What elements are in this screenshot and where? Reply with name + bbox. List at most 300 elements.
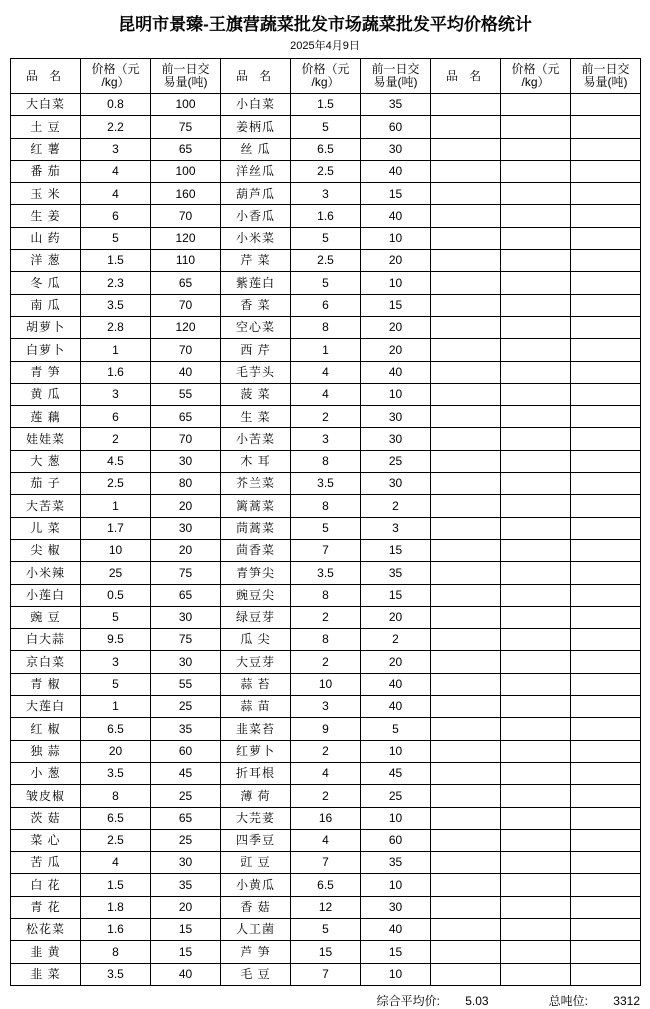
- cell-volume: [571, 963, 641, 985]
- cell-price: [501, 762, 571, 784]
- cell-name: 菠 菜: [221, 383, 291, 405]
- cell-price: 2: [81, 428, 151, 450]
- cell-name: 冬 瓜: [11, 272, 81, 294]
- page-date: 2025年4月9日: [290, 40, 360, 52]
- cell-name: [431, 963, 501, 985]
- cell-name: 折耳根: [221, 762, 291, 784]
- cell-volume: [571, 428, 641, 450]
- cell-name: 小苦菜: [221, 428, 291, 450]
- cell-name: 茨 菇: [11, 807, 81, 829]
- cell-name: 韭菜苔: [221, 718, 291, 740]
- cell-volume: 10: [361, 227, 431, 249]
- cell-volume: 35: [361, 852, 431, 874]
- cell-volume: 65: [151, 272, 221, 294]
- table-row: [11, 606, 641, 628]
- cell-volume: [571, 539, 641, 561]
- cell-price: 8: [291, 584, 361, 606]
- cell-volume: 75: [151, 629, 221, 651]
- cell-price: [501, 160, 571, 182]
- cell-name: 绿豆芽: [221, 606, 291, 628]
- table-row: [11, 762, 641, 784]
- cell-price: [501, 406, 571, 428]
- cell-price: 8: [291, 495, 361, 517]
- cell-volume: [571, 383, 641, 405]
- cell-price: 2.5: [81, 473, 151, 495]
- cell-price: [501, 584, 571, 606]
- cell-price: 1: [291, 339, 361, 361]
- cell-name: [431, 383, 501, 405]
- cell-price: 1.5: [81, 874, 151, 896]
- cell-name: 京白菜: [11, 651, 81, 673]
- cell-price: 5: [81, 227, 151, 249]
- cell-name: [431, 696, 501, 718]
- table-row: [11, 250, 641, 272]
- cell-volume: 70: [151, 205, 221, 227]
- table-row: [11, 829, 641, 851]
- table-row: [11, 584, 641, 606]
- table-row: [11, 428, 641, 450]
- cell-price: 6: [81, 205, 151, 227]
- cell-price: 9.5: [81, 629, 151, 651]
- cell-price: 4: [291, 383, 361, 405]
- cell-name: 青 花: [11, 896, 81, 918]
- table-row: [11, 138, 641, 160]
- table-row: [11, 718, 641, 740]
- cell-name: 南 瓜: [11, 294, 81, 316]
- cell-volume: 30: [361, 428, 431, 450]
- cell-price: [501, 562, 571, 584]
- table-row: [11, 874, 641, 896]
- cell-volume: 10: [361, 874, 431, 896]
- cell-name: 生 菜: [221, 406, 291, 428]
- header-price-line1: 价格（元: [91, 62, 140, 77]
- header-volume-line2: 易量(吨): [583, 75, 628, 89]
- cell-price: 2.5: [291, 250, 361, 272]
- cell-price: 4: [291, 829, 361, 851]
- cell-price: [501, 94, 571, 116]
- cell-price: [501, 740, 571, 762]
- cell-name: [431, 807, 501, 829]
- cell-volume: [571, 116, 641, 138]
- cell-volume: [571, 606, 641, 628]
- cell-name: 蒜 苔: [221, 673, 291, 695]
- cell-name: 紫莲白: [221, 272, 291, 294]
- table-row: [11, 205, 641, 227]
- cell-volume: 5: [361, 718, 431, 740]
- table-row: [11, 517, 641, 539]
- table-row: [11, 696, 641, 718]
- table-row: [11, 495, 641, 517]
- cell-name: [431, 941, 501, 963]
- cell-price: 3: [81, 138, 151, 160]
- cell-name: 人工菌: [221, 918, 291, 940]
- cell-name: 白大蒜: [11, 629, 81, 651]
- cell-price: 3.5: [291, 562, 361, 584]
- cell-name: 四季豆: [221, 829, 291, 851]
- cell-volume: 55: [151, 673, 221, 695]
- cell-price: 2.5: [81, 829, 151, 851]
- cell-name: [431, 562, 501, 584]
- cell-price: [501, 428, 571, 450]
- table-row: [11, 227, 641, 249]
- header-price-line1: 价格（元: [301, 62, 350, 77]
- average-price-label: 综合平均价:: [376, 993, 440, 1008]
- cell-price: [501, 272, 571, 294]
- cell-volume: 40: [361, 205, 431, 227]
- cell-price: 5: [291, 116, 361, 138]
- cell-price: 3: [81, 651, 151, 673]
- cell-volume: [571, 918, 641, 940]
- cell-price: 1.5: [81, 250, 151, 272]
- cell-price: 3.5: [81, 963, 151, 985]
- header-price-3: [501, 59, 571, 94]
- cell-name: [431, 205, 501, 227]
- cell-name: 小米辣: [11, 562, 81, 584]
- cell-name: 洋丝瓜: [221, 160, 291, 182]
- cell-price: 20: [81, 740, 151, 762]
- table-row: [11, 406, 641, 428]
- cell-volume: 25: [151, 696, 221, 718]
- cell-name: 豇 豆: [221, 852, 291, 874]
- cell-name: 小白菜: [221, 94, 291, 116]
- cell-name: [431, 250, 501, 272]
- cell-price: 1.7: [81, 517, 151, 539]
- cell-volume: 3: [361, 517, 431, 539]
- cell-volume: [571, 205, 641, 227]
- cell-volume: [571, 896, 641, 918]
- cell-name: 青 椒: [11, 673, 81, 695]
- cell-volume: [571, 94, 641, 116]
- cell-name: 毛芋头: [221, 361, 291, 383]
- table-row: [11, 94, 641, 116]
- header-price-line1: 价格（元: [511, 62, 560, 77]
- cell-price: [501, 205, 571, 227]
- cell-price: 6.5: [81, 807, 151, 829]
- cell-volume: 110: [151, 250, 221, 272]
- cell-name: 苦 瓜: [11, 852, 81, 874]
- cell-price: [501, 941, 571, 963]
- cell-volume: [571, 785, 641, 807]
- cell-price: 6.5: [81, 718, 151, 740]
- cell-volume: [571, 138, 641, 160]
- cell-price: 7: [291, 539, 361, 561]
- cell-name: 红萝卜: [221, 740, 291, 762]
- header-price-1: [81, 59, 151, 94]
- cell-name: [431, 339, 501, 361]
- header-row: [11, 59, 641, 94]
- cell-name: 莲 藕: [11, 406, 81, 428]
- cell-price: 7: [291, 963, 361, 985]
- cell-volume: 20: [361, 339, 431, 361]
- cell-volume: 10: [361, 272, 431, 294]
- cell-volume: 160: [151, 183, 221, 205]
- cell-name: 茴香菜: [221, 539, 291, 561]
- cell-volume: [571, 874, 641, 896]
- cell-price: [501, 250, 571, 272]
- cell-volume: 2: [361, 495, 431, 517]
- cell-name: 木 耳: [221, 450, 291, 472]
- cell-volume: 15: [151, 941, 221, 963]
- table-row: [11, 294, 641, 316]
- cell-name: 大苦菜: [11, 495, 81, 517]
- cell-price: [501, 116, 571, 138]
- cell-price: [501, 227, 571, 249]
- cell-volume: [571, 495, 641, 517]
- cell-volume: 65: [151, 807, 221, 829]
- table-header: [11, 59, 641, 94]
- header-volume-line1: 前一日交: [581, 62, 630, 77]
- cell-price: 1.5: [291, 94, 361, 116]
- cell-name: [431, 428, 501, 450]
- table-row: [11, 361, 641, 383]
- cell-name: 姜柄瓜: [221, 116, 291, 138]
- cell-name: 丝 瓜: [221, 138, 291, 160]
- cell-name: 小莲白: [11, 584, 81, 606]
- cell-volume: [571, 339, 641, 361]
- cell-name: 皱皮椒: [11, 785, 81, 807]
- cell-price: [501, 718, 571, 740]
- cell-name: [431, 495, 501, 517]
- cell-volume: [571, 183, 641, 205]
- cell-volume: 65: [151, 406, 221, 428]
- header-volume-line2: 易量(吨): [373, 75, 418, 89]
- cell-price: 10: [291, 673, 361, 695]
- cell-name: [431, 629, 501, 651]
- cell-name: 香 菇: [221, 896, 291, 918]
- cell-volume: 25: [361, 785, 431, 807]
- cell-volume: [571, 696, 641, 718]
- cell-name: 大豆芽: [221, 651, 291, 673]
- table-row: [11, 941, 641, 963]
- cell-volume: 70: [151, 428, 221, 450]
- table-row: [11, 160, 641, 182]
- cell-price: 5: [81, 673, 151, 695]
- cell-volume: 30: [151, 852, 221, 874]
- cell-volume: [571, 829, 641, 851]
- cell-name: [431, 116, 501, 138]
- cell-price: 3: [291, 428, 361, 450]
- cell-price: 1.8: [81, 896, 151, 918]
- header-volume-line1: 前一日交: [161, 62, 210, 77]
- cell-name: 白萝卜: [11, 339, 81, 361]
- cell-name: 土 豆: [11, 116, 81, 138]
- cell-name: 大 葱: [11, 450, 81, 472]
- cell-price: [501, 383, 571, 405]
- table-footer: [10, 992, 644, 1009]
- cell-name: 芦 笋: [221, 941, 291, 963]
- cell-volume: 60: [151, 740, 221, 762]
- table-body: [11, 94, 641, 986]
- cell-volume: 10: [361, 383, 431, 405]
- cell-price: 6.5: [291, 874, 361, 896]
- cell-volume: [571, 517, 641, 539]
- cell-price: 8: [81, 785, 151, 807]
- cell-name: 独 蒜: [11, 740, 81, 762]
- cell-price: [501, 294, 571, 316]
- cell-volume: 80: [151, 473, 221, 495]
- header-volume-2: [361, 59, 431, 94]
- cell-volume: 30: [361, 473, 431, 495]
- cell-name: [431, 740, 501, 762]
- cell-volume: 30: [151, 651, 221, 673]
- cell-volume: 15: [361, 183, 431, 205]
- table-row: [11, 673, 641, 695]
- cell-volume: 25: [151, 785, 221, 807]
- cell-price: [501, 606, 571, 628]
- header-volume-line2: 易量(吨): [163, 75, 208, 89]
- table-row: [11, 383, 641, 405]
- cell-name: 大芫荽: [221, 807, 291, 829]
- cell-name: 空心菜: [221, 316, 291, 338]
- table-row: [11, 473, 641, 495]
- cell-name: 山 药: [11, 227, 81, 249]
- cell-name: [431, 673, 501, 695]
- cell-price: 3.5: [81, 762, 151, 784]
- cell-name: 青笋尖: [221, 562, 291, 584]
- cell-price: [501, 473, 571, 495]
- cell-name: [431, 718, 501, 740]
- header-name-1: 品 名: [11, 59, 81, 94]
- cell-name: 小黄瓜: [221, 874, 291, 896]
- cell-price: 2.5: [291, 160, 361, 182]
- cell-price: 2: [291, 606, 361, 628]
- cell-volume: 35: [151, 874, 221, 896]
- cell-price: [501, 807, 571, 829]
- cell-price: 8: [291, 450, 361, 472]
- page-title: 昆明市景臻-王旗营蔬菜批发市场蔬菜批发平均价格统计: [118, 15, 532, 34]
- cell-price: 10: [81, 539, 151, 561]
- cell-price: 2: [291, 651, 361, 673]
- average-price-summary: [377, 992, 489, 1009]
- table-row: [11, 183, 641, 205]
- cell-name: 娃娃菜: [11, 428, 81, 450]
- cell-name: [431, 918, 501, 940]
- cell-volume: [571, 473, 641, 495]
- cell-price: 2: [291, 785, 361, 807]
- cell-volume: 15: [361, 584, 431, 606]
- cell-name: [431, 406, 501, 428]
- cell-price: 1.6: [81, 918, 151, 940]
- cell-price: [501, 696, 571, 718]
- cell-price: [501, 918, 571, 940]
- cell-price: 5: [291, 272, 361, 294]
- cell-name: 菜 心: [11, 829, 81, 851]
- cell-name: 芥兰菜: [221, 473, 291, 495]
- cell-price: [501, 361, 571, 383]
- cell-volume: 30: [361, 138, 431, 160]
- cell-volume: 60: [361, 116, 431, 138]
- cell-volume: 40: [151, 361, 221, 383]
- cell-price: [501, 963, 571, 985]
- cell-name: 松花菜: [11, 918, 81, 940]
- header-price-line2: /kg）: [521, 75, 550, 89]
- cell-price: [501, 539, 571, 561]
- cell-volume: 10: [361, 963, 431, 985]
- cell-price: 8: [291, 629, 361, 651]
- cell-volume: [571, 250, 641, 272]
- cell-price: 4: [81, 183, 151, 205]
- cell-name: [431, 606, 501, 628]
- cell-volume: [571, 227, 641, 249]
- cell-price: 8: [291, 316, 361, 338]
- cell-name: [431, 138, 501, 160]
- cell-name: 韭 菜: [11, 963, 81, 985]
- table-row: [11, 562, 641, 584]
- cell-name: 篱蒿菜: [221, 495, 291, 517]
- cell-name: 胡萝卜: [11, 316, 81, 338]
- cell-volume: 15: [361, 294, 431, 316]
- cell-volume: [571, 294, 641, 316]
- table-row: [11, 963, 641, 985]
- cell-volume: 120: [151, 316, 221, 338]
- cell-volume: [571, 562, 641, 584]
- cell-volume: [571, 584, 641, 606]
- price-table: [10, 58, 641, 986]
- cell-price: [501, 495, 571, 517]
- cell-volume: 75: [151, 562, 221, 584]
- cell-price: 6.5: [291, 138, 361, 160]
- table-row: [11, 651, 641, 673]
- cell-volume: 20: [151, 539, 221, 561]
- cell-volume: 2: [361, 629, 431, 651]
- cell-volume: 40: [361, 696, 431, 718]
- cell-volume: 40: [361, 918, 431, 940]
- cell-name: 芹 菜: [221, 250, 291, 272]
- total-tonnage-value: 3312: [613, 993, 640, 1008]
- cell-name: [431, 227, 501, 249]
- average-price-value: 5.03: [465, 993, 489, 1008]
- cell-name: 红 薯: [11, 138, 81, 160]
- cell-volume: 15: [361, 941, 431, 963]
- cell-price: 5: [291, 517, 361, 539]
- cell-name: [431, 94, 501, 116]
- cell-price: 0.5: [81, 584, 151, 606]
- cell-volume: [571, 316, 641, 338]
- cell-price: [501, 517, 571, 539]
- header-volume-3: [571, 59, 641, 94]
- cell-volume: 65: [151, 584, 221, 606]
- cell-name: 大莲白: [11, 696, 81, 718]
- cell-price: 3.5: [291, 473, 361, 495]
- cell-volume: 30: [361, 406, 431, 428]
- cell-name: 玉 米: [11, 183, 81, 205]
- cell-name: 香 菜: [221, 294, 291, 316]
- cell-name: 茄 子: [11, 473, 81, 495]
- cell-volume: [571, 852, 641, 874]
- cell-volume: 35: [361, 94, 431, 116]
- cell-name: 豌豆尖: [221, 584, 291, 606]
- cell-name: [431, 183, 501, 205]
- cell-name: 豌 豆: [11, 606, 81, 628]
- cell-name: [431, 361, 501, 383]
- cell-price: 8: [81, 941, 151, 963]
- cell-name: 大白菜: [11, 94, 81, 116]
- cell-price: 2: [291, 740, 361, 762]
- cell-name: 红 椒: [11, 718, 81, 740]
- cell-name: [431, 539, 501, 561]
- table-row: [11, 852, 641, 874]
- cell-price: 5: [81, 606, 151, 628]
- cell-price: 25: [81, 562, 151, 584]
- cell-name: 薄 荷: [221, 785, 291, 807]
- header-price-line2: /kg）: [311, 75, 340, 89]
- cell-volume: 30: [151, 517, 221, 539]
- cell-price: 2: [291, 406, 361, 428]
- cell-price: 12: [291, 896, 361, 918]
- cell-price: [501, 785, 571, 807]
- cell-volume: 20: [151, 495, 221, 517]
- cell-price: [501, 651, 571, 673]
